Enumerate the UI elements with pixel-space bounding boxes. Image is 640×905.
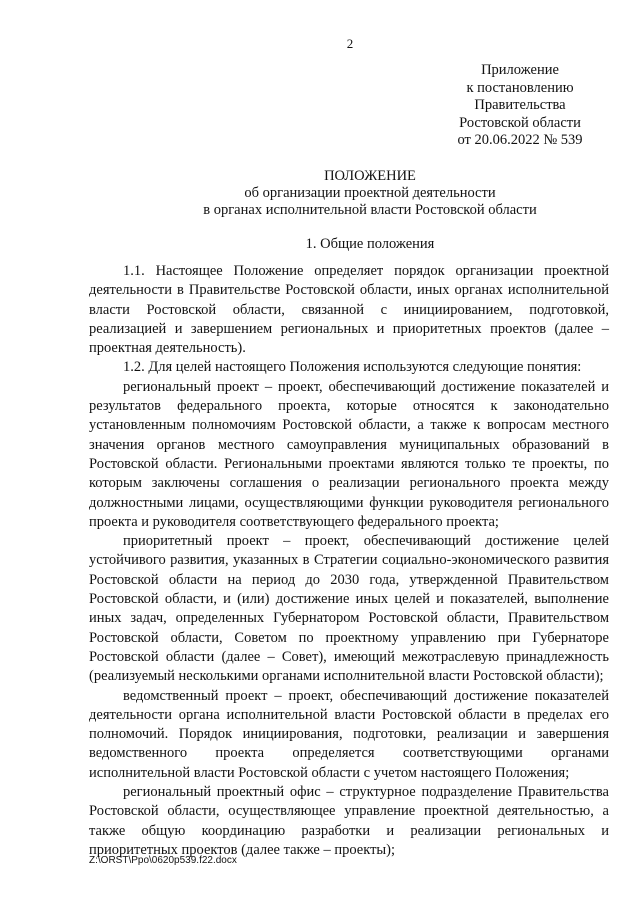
paragraph: 1.2. Для целей настоящего Положения используются следующие понятия: — [123, 359, 582, 376]
paragraph: 1.1. Настоящее Положение определяет порядок организации проектной деятельности в Правительстве Ростовской области, иных органах исполнительной власти Ростовской области, связанной с инициированием, подготовкой, реализацией и завершением региональных и приоритетных проектов (далее – проектная деятельность). — [89, 263, 609, 357]
appendix-line: Ростовской области — [459, 114, 581, 131]
title-heading: ПОЛОЖЕНИЕ — [324, 168, 416, 184]
title-line: в органах исполнительной власти Ростовской области — [203, 202, 537, 218]
paragraph: приоритетный проект – проект, обеспечивающий достижение целей устойчивого развития, указанных в Стратегии социально-экономического развития Ростовской области на период до 2030 года, утвержденной Правительством Ростовской области, и (или) достижение иных целей и показателей, выполнение иных задач, определенных Губернатором Ростовской области, Правительством Ростовской области, Советом по проектному управлению при Губернаторе Ростовской области (далее – Совет), имеющий межотраслевую принадлежность (реализуемый несколькими органами исполнительной власти Ростовской области); — [89, 533, 609, 685]
appendix-line: Правительства — [474, 97, 566, 113]
body-text — [89, 262, 609, 860]
appendix-line: от 20.06.2022 № 539 — [457, 132, 583, 148]
paragraph: ведомственный проект – проект, обеспечивающий достижение показателей деятельности органа исполнительной власти Ростовской области в пределах его полномочий. Порядок инициирования, подготовки, реализации и завершения ведомственного проекта определяется соответствующими органами исполнительной власти Ростовской области с учетом настоящего Положения; — [89, 687, 609, 781]
appendix-line: Приложение — [481, 62, 559, 78]
appendix-block — [440, 62, 600, 150]
document-title — [40, 168, 640, 219]
paragraph: региональный проект – проект, обеспечивающий достижение показателей и результатов федерального проекта, которые относятся к законодательно установленным полномочиям Ростовской области, а также к вопросам местного значения органов местного самоуправления муниципальных образований в Ростовской области. Региональными проектами являются только те проекты, по которым заключены соглашения о реализации регионального проекта между должностными лицами, осуществляющими функции руководителя регионального проекта и руководителя соответствующего федерального проекта; — [89, 378, 609, 530]
appendix-line: к постановлению — [466, 79, 574, 96]
title-line: об организации проектной деятельности — [244, 185, 496, 201]
page-number: 2 — [346, 36, 354, 51]
section-heading: 1. Общие положения — [305, 236, 435, 252]
footer-file-path: Z:\ORST\Ppo\0620p539.f22.docx — [89, 855, 237, 866]
paragraph: региональный проектный офис – структурное подразделение Правительства Ростовской области, осуществляющее управление проектной деятельностью, а также общую координацию разработки и реализации региональных и приоритетных проектов (далее также – проекты); — [89, 784, 609, 858]
